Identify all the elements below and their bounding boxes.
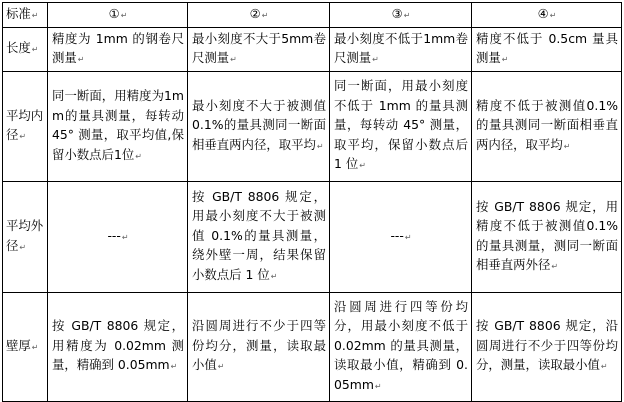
table-cell <box>48 27 188 71</box>
paragraph-mark-icon: ↵ <box>270 271 278 281</box>
paragraph-mark-icon: ↵ <box>600 362 608 372</box>
table-row <box>3 181 622 292</box>
cell-text: 最小刻度不大于5mm卷尺测量 <box>192 30 326 65</box>
row-label-length <box>3 27 48 71</box>
cell-text: 沿圆周进行四等份均分，用最小刻度不低于 0.02mm 的量具测量，读取最小值，精确到 0.05mm <box>334 298 468 392</box>
table-cell <box>472 292 622 401</box>
row-label-text: 长度 <box>6 40 31 56</box>
table-row <box>3 27 622 71</box>
paragraph-mark-icon: ↵ <box>135 151 142 161</box>
column-header-3-text: ③ <box>391 6 403 21</box>
paragraph-mark-icon: ↵ <box>563 141 571 151</box>
table-cell <box>330 292 472 401</box>
cell-text: 同一断面，用最小刻度不低于 1mm 的量具测量，每转动 45° 测量，取平均，保留小数点后 1 位 <box>334 78 468 172</box>
paragraph-mark-icon: ↵ <box>359 161 366 171</box>
paragraph-mark-icon: ↵ <box>77 55 85 64</box>
table-cell <box>330 181 472 292</box>
table-cell <box>188 292 330 401</box>
cell-text: 精度不低于被测值0.1%的量具测同一断面相垂直两内径，取平均 <box>476 97 618 152</box>
cell-text: 按 GB/T 8806 规定，用最小刻度不大于被测值 0.1%的量具测量，绕外壁一周，结果保留小数点后 1 位 <box>192 188 326 282</box>
table-row <box>3 292 622 401</box>
paragraph-mark-icon: ↵ <box>31 45 39 55</box>
cell-text: 按 GB/T 8806 规定，用精度不低于被测值0.1%的量具测量，测同一断面相垂直两外径 <box>476 198 618 272</box>
paragraph-mark-icon: ↵ <box>551 262 559 271</box>
table-cell <box>472 27 622 71</box>
standards-comparison-table <box>2 2 622 402</box>
paragraph-mark-icon: ↵ <box>121 232 129 242</box>
table-cell <box>330 71 472 181</box>
cell-text: 沿圆周进行不少于四等份均分，测量，读取最小值 <box>192 318 326 373</box>
column-header-2 <box>188 3 330 28</box>
paragraph-mark-icon: ↵ <box>31 11 39 20</box>
paragraph-mark-icon: ↵ <box>217 362 225 372</box>
paragraph-mark-icon: ↵ <box>403 11 411 20</box>
cell-text: 精度不低于 0.5cm 量具测量 <box>476 30 618 65</box>
column-header-1-text: ① <box>108 6 120 21</box>
table-cell <box>188 27 330 71</box>
table-cell <box>48 181 188 292</box>
table-cell <box>188 71 330 181</box>
paragraph-mark-icon: ↵ <box>404 232 412 242</box>
cell-text: 同一断面，用精度为1mm的量具测量，每转动 45° 测量，取平均值,保留小数点后1位 <box>52 88 184 162</box>
paragraph-mark-icon: ↵ <box>19 132 27 141</box>
table-cell <box>48 71 188 181</box>
paragraph-mark-icon: ↵ <box>261 11 269 20</box>
cell-text: 最小刻度不低于1mm卷尺测量 <box>334 30 468 65</box>
paragraph-mark-icon: ↵ <box>374 381 382 391</box>
column-header-4 <box>472 3 622 28</box>
paragraph-mark-icon: ↵ <box>230 55 237 64</box>
table-cell <box>472 181 622 292</box>
column-header-2-text: ② <box>249 6 261 21</box>
paragraph-mark-icon: ↵ <box>170 362 178 372</box>
column-header-4-text: ④ <box>537 6 549 21</box>
cell-text: 按 GB/T 8806 规定，沿圆周进行不少于四等份均分，测量，读取最小值 <box>476 318 618 373</box>
row-label-outer-diameter <box>3 181 48 292</box>
header-label: 标准 <box>6 6 31 21</box>
row-label-inner-diameter <box>3 71 48 181</box>
paragraph-mark-icon: ↵ <box>19 242 27 252</box>
header-row <box>3 3 622 28</box>
paragraph-mark-icon: ↵ <box>372 55 379 64</box>
column-header-1 <box>48 3 188 28</box>
paragraph-mark-icon: ↵ <box>120 11 128 20</box>
cell-text: --- <box>390 227 404 243</box>
column-header-3 <box>330 3 472 28</box>
cell-text: 最小刻度不大于被测值0.1%的量具测同一断面相垂直两内径，取平均 <box>192 97 326 152</box>
table-cell <box>472 71 622 181</box>
cell-text: 精度为 1mm 的钢卷尺测量 <box>52 30 184 65</box>
row-label-text: 壁厚 <box>6 337 31 353</box>
row-label-text: 平均外径 <box>6 218 44 253</box>
table-cell <box>330 27 472 71</box>
cell-text: --- <box>107 227 121 243</box>
paragraph-mark-icon: ↵ <box>501 55 509 64</box>
table-cell <box>188 181 330 292</box>
header-label-cell <box>3 3 48 28</box>
paragraph-mark-icon: ↵ <box>31 342 39 352</box>
row-label-text: 平均内径 <box>6 107 44 142</box>
cell-text: 按 GB/T 8806 规定，用精度为 0.02mm 测量，精确到 0.05mm <box>52 318 184 373</box>
row-label-wall-thickness <box>3 292 48 401</box>
paragraph-mark-icon: ↵ <box>316 141 324 151</box>
paragraph-mark-icon: ↵ <box>549 11 557 20</box>
table-row <box>3 71 622 181</box>
table-cell <box>48 292 188 401</box>
